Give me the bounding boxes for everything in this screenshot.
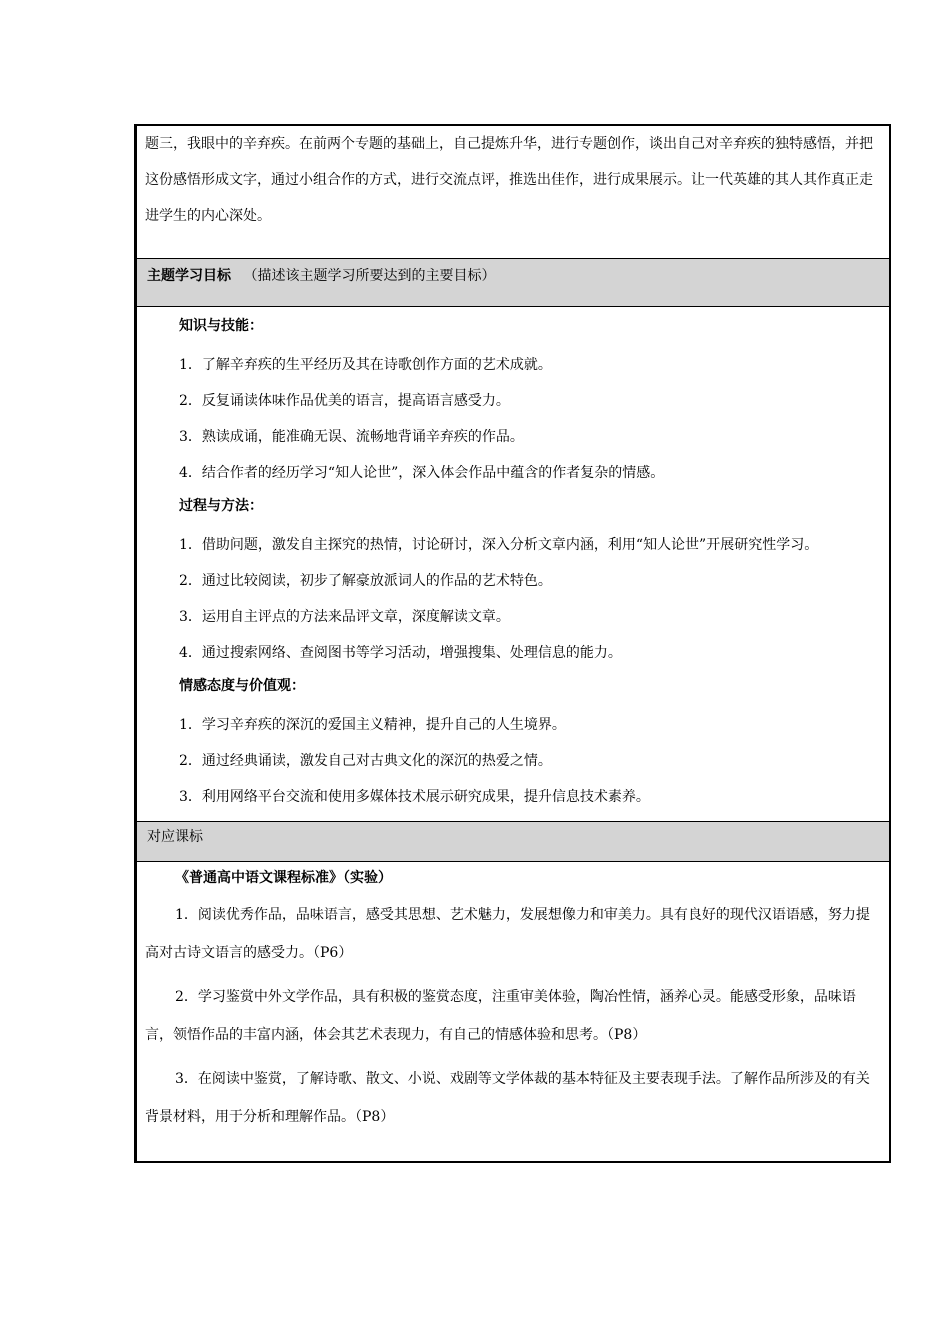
standards-item: 3．在阅读中鉴赏，了解诗歌、散文、小说、戏剧等文学体裁的基本特征及主要表现手法。了解作品所涉及的有关背景材料，用于分析和理解作品。（P8） xyxy=(145,1071,870,1125)
process-item: 2．通过比较阅读，初步了解豪放派词人的作品的艺术特色。 xyxy=(179,573,552,589)
knowledge-item: 1．了解辛弃疾的生平经历及其在诗歌创作方面的艺术成就。 xyxy=(179,357,552,373)
goals-section xyxy=(137,306,889,821)
standards-title: 《普通高中语文课程标准》（实验） xyxy=(175,870,392,886)
goals-header-title: 主题学习目标 xyxy=(147,268,231,284)
lesson-plan-table xyxy=(134,124,891,1163)
goals-header xyxy=(137,258,889,306)
knowledge-item: 2．反复诵读体味作品优美的语言，提高语言感受力。 xyxy=(179,393,510,409)
process-item: 4．通过搜索网络、查阅图书等学习活动，增强搜集、处理信息的能力。 xyxy=(179,645,622,661)
standards-item: 2．学习鉴赏中外文学作品，具有积极的鉴赏态度，注重审美体验，陶冶性情，涵养心灵。能感受形象，品味语言，领悟作品的丰富内涵，体会其艺术表现力，有自己的情感体验和思考。（P8） xyxy=(145,989,856,1043)
standards-item: 1．阅读优秀作品，品味语言，感受其思想、艺术魅力，发展想像力和审美力。具有良好的现代汉语语感，努力提高对古诗文语言的感受力。（P6） xyxy=(145,907,870,961)
standards-section xyxy=(137,861,889,1161)
knowledge-heading: 知识与技能： xyxy=(179,318,263,334)
process-heading: 过程与方法： xyxy=(179,498,263,514)
intro-section xyxy=(137,126,889,258)
standards-header xyxy=(137,821,889,861)
standards-header-title: 对应课标 xyxy=(147,829,203,845)
emotion-item: 1．学习辛弃疾的深沉的爱国主义精神，提升自己的人生境界。 xyxy=(179,717,566,733)
process-item: 1．借助问题，激发自主探究的热情，讨论研讨，深入分析文章内涵，利用“知人论世”开展研究性学习。 xyxy=(179,537,819,553)
knowledge-item: 4．结合作者的经历学习“知人论世”，深入体会作品中蕴含的作者复杂的情感。 xyxy=(179,465,665,481)
emotion-item: 3．利用网络平台交流和使用多媒体技术展示研究成果，提升信息技术素养。 xyxy=(179,789,650,805)
goals-header-description: （描述该主题学习所要达到的主要目标） xyxy=(243,268,496,284)
process-item: 3．运用自主评点的方法来品评文章，深度解读文章。 xyxy=(179,609,510,625)
knowledge-item: 3．熟读成诵，能准确无误、流畅地背诵辛弃疾的作品。 xyxy=(179,429,524,445)
intro-paragraph: 题三，我眼中的辛弃疾。在前两个专题的基础上，自己提炼升华，进行专题创作，谈出自己对辛弃疾的独特感悟，并把这份感悟形成文字，通过小组合作的方式，进行交流点评，推选出佳作，进行成果展示。让一代英雄的其人其作真正走进学生的内心深处。 xyxy=(145,136,873,224)
emotion-item: 2．通过经典诵读，激发自己对古典文化的深沉的热爱之情。 xyxy=(179,753,552,769)
emotion-heading: 情感态度与价值观： xyxy=(179,678,305,694)
